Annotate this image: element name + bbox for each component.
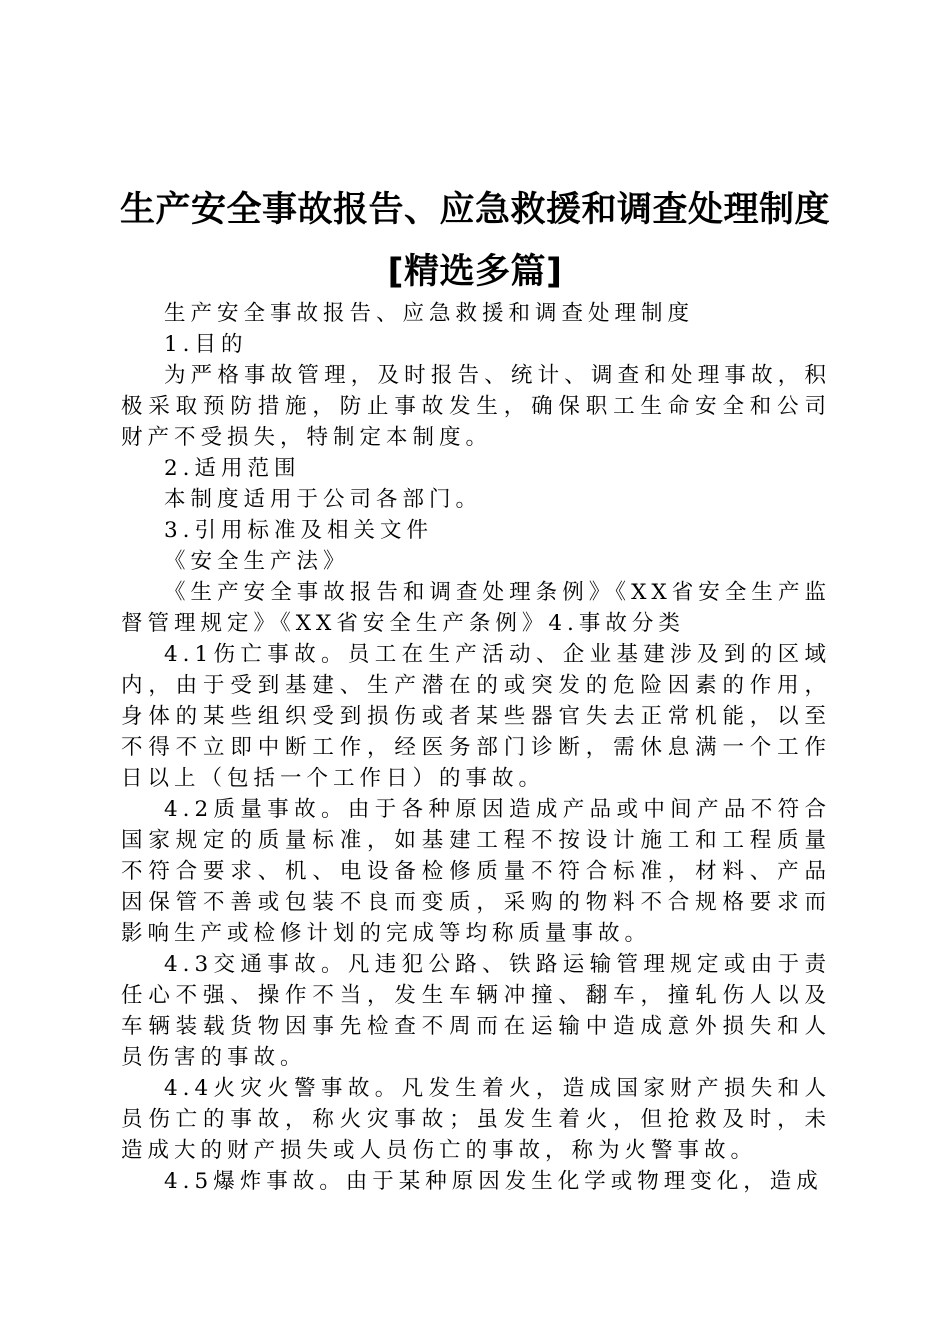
section-heading-scope: 2.适用范围 xyxy=(164,456,301,481)
paragraph-casualty-accident: 4.1伤亡事故。员工在生产活动、企业基建涉及到的区域内，由于受到基建、生产潜在的或突发的危险因素的作用，身体的某些组织受到损伤或者某些器官失去正常机能，以至不得不立即中断工作，经医务部门诊断，需休息满一个工作日以上（包括一个工作日）的事故。 xyxy=(121,642,831,791)
section-heading-references: 3.引用标准及相关文件 xyxy=(164,518,434,543)
paragraph-fire-accident: 4.4火灾火警事故。凡发生着火，造成国家财产损失和人员伤亡的事故，称火灾事故；虽发生着火，但抢救及时，未造成大的财产损失或人员伤亡的事故，称为火警事故。 xyxy=(121,1076,831,1163)
paragraph-explosion-accident: 4.5爆炸事故。由于某种原因发生化学或物理变化，造成 xyxy=(164,1169,823,1194)
reference-item: 《安全生产法》 xyxy=(164,549,350,574)
document-title-suffix: [精选多篇] xyxy=(387,252,563,292)
paragraph-purpose: 为严格事故管理，及时报告、统计、调查和处理事故，积极采取预防措施，防止事故发生，确保职工生命安全和公司财产不受损失，特制定本制度。 xyxy=(121,363,831,450)
paragraph-scope: 本制度适用于公司各部门。 xyxy=(164,487,483,512)
paragraph-traffic-accident: 4.3交通事故。凡违犯公路、铁路运输管理规定或由于责任心不强、操作不当，发生车辆冲撞、翻车，撞轧伤人以及车辆装载货物因事先检查不周而在运输中造成意外损失和人员伤害的事故。 xyxy=(121,952,831,1070)
section-heading-title-repeat: 生产安全事故报告、应急救援和调查处理制度 xyxy=(164,301,695,326)
document-body xyxy=(121,298,831,1197)
section-heading-purpose: 1.目的 xyxy=(164,332,248,357)
reference-item: 《生产安全事故报告和调查处理条例》《XX省安全生产监督管理规定》《XX省安全生产条例》4.事故分类 xyxy=(121,580,831,636)
document-title: 生产安全事故报告、应急救援和调查处理制度 xyxy=(119,190,830,230)
paragraph-quality-accident: 4.2质量事故。由于各种原因造成产品或中间产品不符合国家规定的质量标准，如基建工程不按设计施工和工程质量不符合要求、机、电设备检修质量不符合标准，材料、产品因保管不善或包装不良而变质，采购的物料不合规格要求而影响生产或检修计划的完成等均称质量事故。 xyxy=(121,797,831,946)
